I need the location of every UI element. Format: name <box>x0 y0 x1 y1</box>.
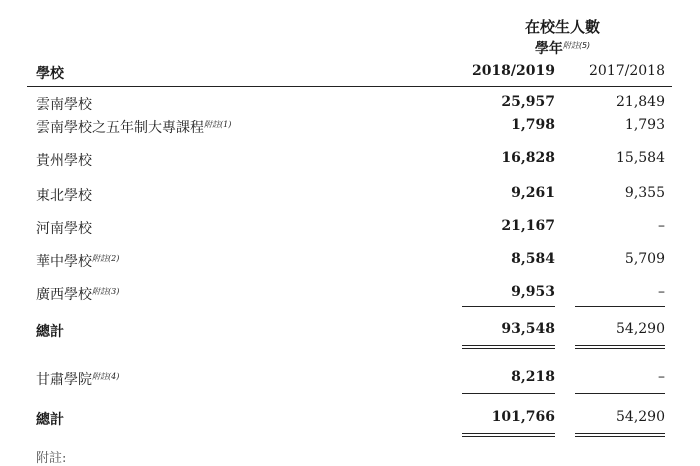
table-row <box>0 284 700 306</box>
subtotal-value-2017-2018: 54,290 <box>616 321 665 337</box>
total-rule-year1 <box>462 393 555 394</box>
total-value-2018-2019: 101,766 <box>491 409 555 425</box>
total-label: 總計 <box>36 412 64 428</box>
footnote-heading: 附註: <box>36 451 67 466</box>
value-2017-2018: – <box>658 369 665 385</box>
value-2018-2019: 9,953 <box>511 284 555 300</box>
school-name: 雲南學校 <box>36 97 92 113</box>
value-2018-2019: 8,218 <box>511 369 555 385</box>
subtotal-rule-year1 <box>462 306 555 307</box>
value-2018-2019: 25,957 <box>501 94 555 110</box>
value-2017-2018: 1,793 <box>624 117 665 133</box>
total-row <box>0 409 700 431</box>
column-header-year1: 2018/2019 <box>471 63 555 79</box>
header-subtitle-note: 附註(5) <box>562 41 591 50</box>
value-2017-2018: – <box>658 284 665 300</box>
table-row <box>0 94 700 116</box>
subtotal-double-rule-year1 <box>462 345 555 349</box>
table-row <box>0 150 700 172</box>
subtotal-label: 總計 <box>36 324 64 340</box>
table-row <box>0 218 700 240</box>
school-name: 廣西學校$^{附註(3)}$ <box>36 287 120 303</box>
school-name: 貴州學校 <box>36 153 92 169</box>
column-header-year2: 2017/2018 <box>589 63 665 79</box>
value-2017-2018: 9,355 <box>624 185 665 201</box>
value-2018-2019: 16,828 <box>501 150 555 166</box>
subtotal-value-2018-2019: 93,548 <box>501 321 555 337</box>
table-row <box>0 251 700 273</box>
school-name: 河南學校 <box>36 221 92 237</box>
header-subtitle <box>505 38 620 58</box>
subtotal-rule-year2 <box>575 306 665 307</box>
header-subtitle-text: 學年 <box>534 41 563 57</box>
table-row <box>0 369 700 391</box>
total-value-2017-2018: 54,290 <box>616 409 665 425</box>
value-2018-2019: 21,167 <box>501 218 555 234</box>
column-header-school: 學校 <box>36 66 64 82</box>
school-name: 華中學校$^{附註(2)}$ <box>36 254 120 270</box>
value-2017-2018: 21,849 <box>616 94 665 110</box>
school-name: 甘肅學院$^{附註(4)}$ <box>36 372 120 388</box>
value-2017-2018: 15,584 <box>616 150 665 166</box>
subtotal-double-rule-year2 <box>575 345 665 349</box>
table-row <box>0 117 700 139</box>
value-2018-2019: 9,261 <box>511 185 555 201</box>
total-rule-year2 <box>575 393 665 394</box>
subtotal-row <box>0 321 700 343</box>
school-name: 雲南學校之五年制大專課程$^{附註(1)}$ <box>36 120 232 136</box>
header-title: 在校生人數 <box>524 18 600 36</box>
total-double-rule-year2 <box>575 433 665 437</box>
value-2017-2018: – <box>658 218 665 234</box>
header-divider <box>27 86 672 87</box>
total-double-rule-year1 <box>462 433 555 437</box>
value-2017-2018: 5,709 <box>624 251 665 267</box>
value-2018-2019: 1,798 <box>511 117 555 133</box>
value-2018-2019: 8,584 <box>511 251 555 267</box>
table-row <box>0 185 700 207</box>
school-name: 東北學校 <box>36 188 92 204</box>
